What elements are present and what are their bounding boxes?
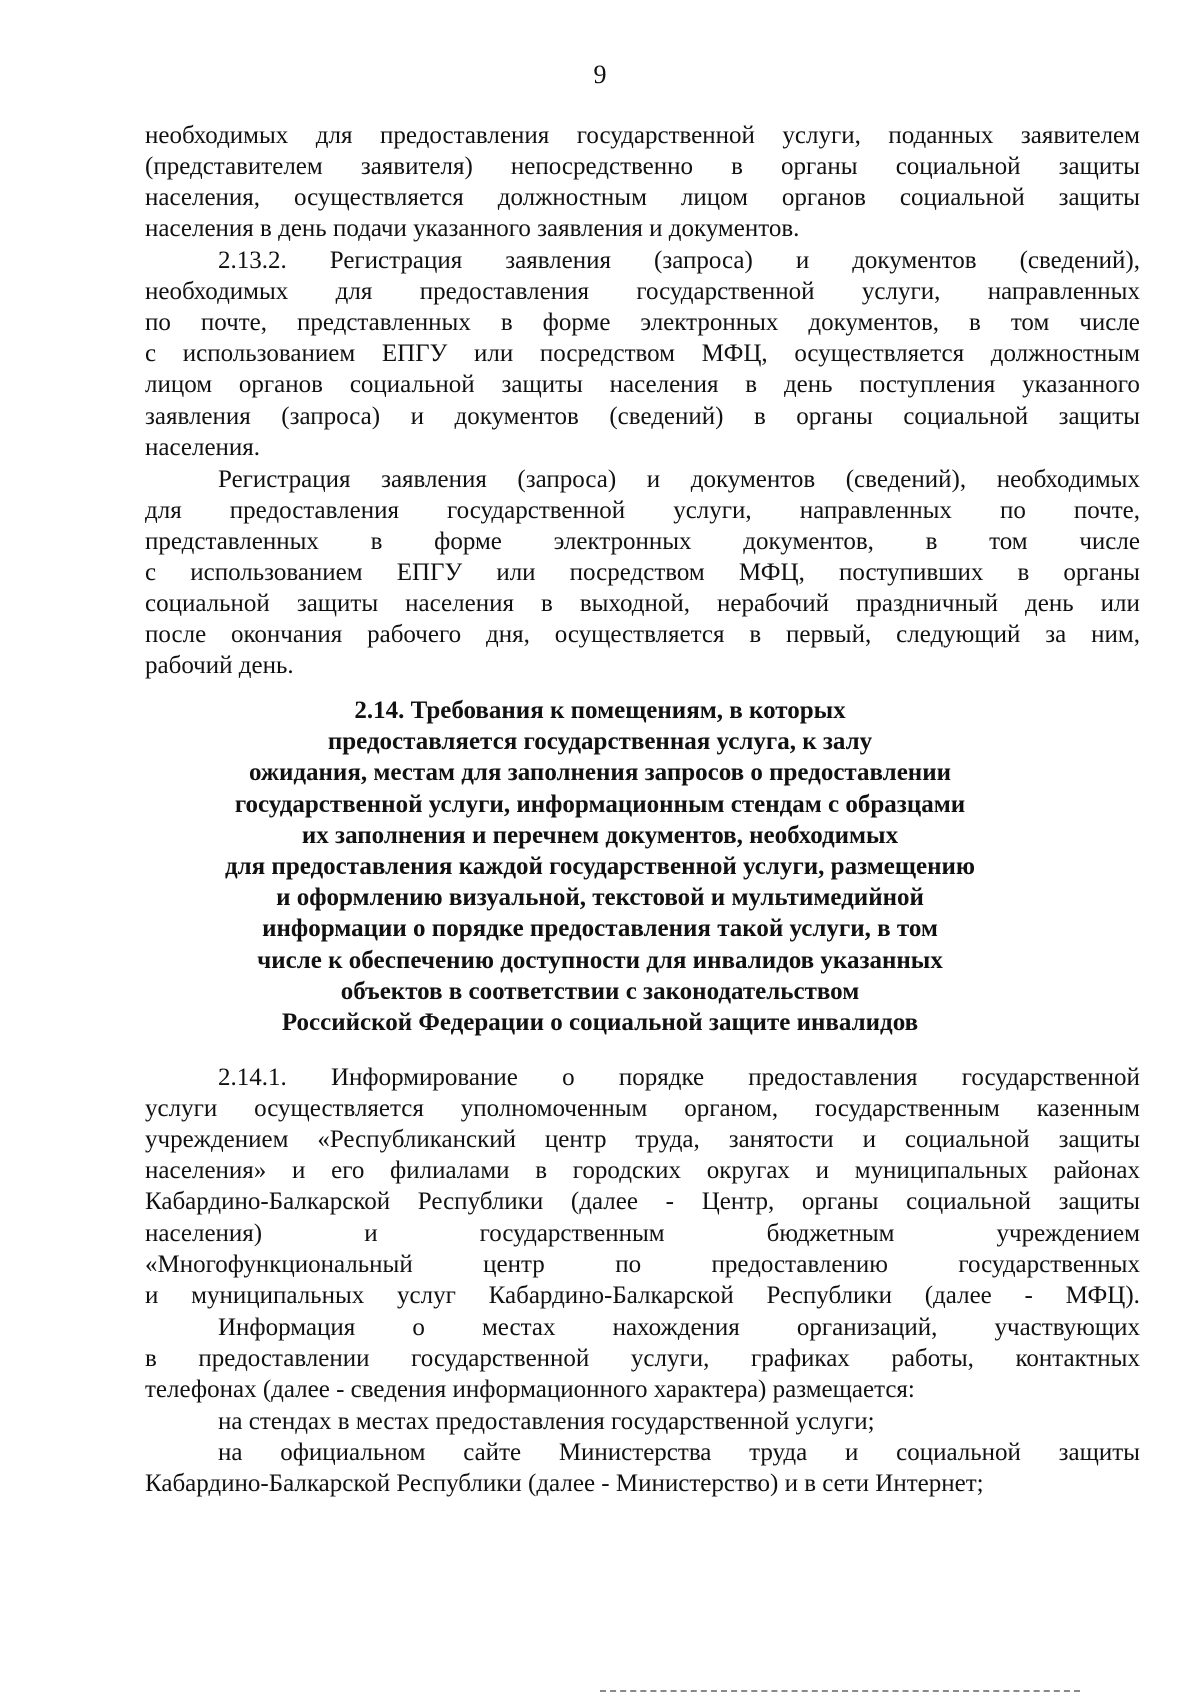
text-line: заявления (запроса) и документов (сведений) в органы социальной защиты: [145, 403, 1140, 430]
text-line: Кабардино-Балкарской Республики (далее - Министерство) и в сети Интернет;: [145, 1470, 984, 1497]
text-line: учреждением «Республиканский центр труда, занятости и социальной защиты: [145, 1126, 1140, 1153]
section-heading: 2.14. Требования к помещениям, в которых: [354, 697, 846, 724]
text-line: «Многофункциональный центр по предоставлению государственных: [145, 1251, 1140, 1278]
text-line: после окончания рабочего дня, осуществляется в первый, следующий за ним,: [145, 621, 1140, 648]
section-heading-line: государственной услуги, информационным стендам с образцами: [234, 791, 966, 818]
text-line: для предоставления государственной услуги, направленных по почте,: [145, 497, 1140, 524]
text-line: населения.: [145, 434, 261, 461]
section-heading-line: их заполнения и перечнем документов, необходимых: [301, 822, 899, 849]
text-line: представленных в форме электронных документов, в том числе: [145, 528, 1140, 555]
text-line: в предоставлении государственной услуги, графиках работы, контактных: [145, 1345, 1140, 1372]
text-line: на стендах в местах предоставления государственной услуги;: [218, 1408, 875, 1435]
text-line: 2.14.1. Информирование о порядке предоставления государственной: [218, 1064, 1140, 1091]
text-line: Регистрация заявления (запроса) и документов (сведений), необходимых: [218, 466, 1140, 493]
text-line: Кабардино-Балкарской Республики (далее - Центр, органы социальной защиты: [145, 1188, 1140, 1215]
text-line: по почте, представленных в форме электронных документов, в том числе: [145, 309, 1140, 336]
section-heading-line: информации о порядке предоставления такой услуги, в том: [262, 915, 938, 942]
footer-rule: [600, 1690, 1080, 1694]
section-heading-line: предоставляется государственная услуга, к залу: [327, 728, 873, 755]
text-line: населения» и его филиалами в городских округах и муниципальных районах: [145, 1157, 1140, 1184]
text-line: необходимых для предоставления государственной услуги, поданных заявителем: [145, 122, 1140, 149]
page-number: 9: [593, 60, 607, 89]
text-line: и муниципальных услуг Кабардино-Балкарской Республики (далее - МФЦ).: [145, 1282, 1140, 1309]
text-line: Информация о местах нахождения организаций, участвующих: [218, 1314, 1140, 1341]
text-line: населения в день подачи указанного заявления и документов.: [145, 215, 800, 242]
section-heading-line: ожидания, местам для заполнения запросов о предоставлении: [248, 759, 952, 786]
text-line: на официальном сайте Министерства труда и социальной защиты: [218, 1439, 1140, 1466]
text-line: лицом органов социальной защиты населения в день поступления указанного: [145, 371, 1140, 398]
text-line: населения) и государственным бюджетным учреждением: [145, 1220, 1140, 1247]
text-line: с использованием ЕПГУ или посредством МФЦ, поступивших в органы: [145, 559, 1140, 586]
text-line: необходимых для предоставления государственной услуги, направленных: [145, 278, 1140, 305]
text-line: (представителем заявителя) непосредственно в органы социальной защиты: [145, 153, 1140, 180]
text-line: социальной защиты населения в выходной, нерабочий праздничный день или: [145, 590, 1140, 617]
text-line: услуги осуществляется уполномоченным органом, государственным казенным: [145, 1095, 1140, 1122]
text-line: телефонах (далее - сведения информационного характера) размещается:: [145, 1376, 915, 1403]
text-line: с использованием ЕПГУ или посредством МФЦ, осуществляется должностным: [145, 340, 1140, 367]
text-line: 2.13.2. Регистрация заявления (запроса) и документов (сведений),: [218, 247, 1140, 274]
text-line: населения, осуществляется должностным лицом органов социальной защиты: [145, 184, 1140, 211]
section-heading-line: числе к обеспечению доступности для инвалидов указанных: [257, 947, 943, 974]
text-line: рабочий день.: [145, 652, 294, 679]
section-heading-line: и оформлению визуальной, текстовой и мультимедийной: [276, 884, 924, 911]
section-heading-line: Российской Федерации о социальной защите инвалидов: [281, 1009, 919, 1036]
section-heading-line: для предоставления каждой государственной услуги, размещению: [224, 853, 976, 880]
section-heading-line: объектов в соответствии с законодательством: [340, 978, 860, 1005]
